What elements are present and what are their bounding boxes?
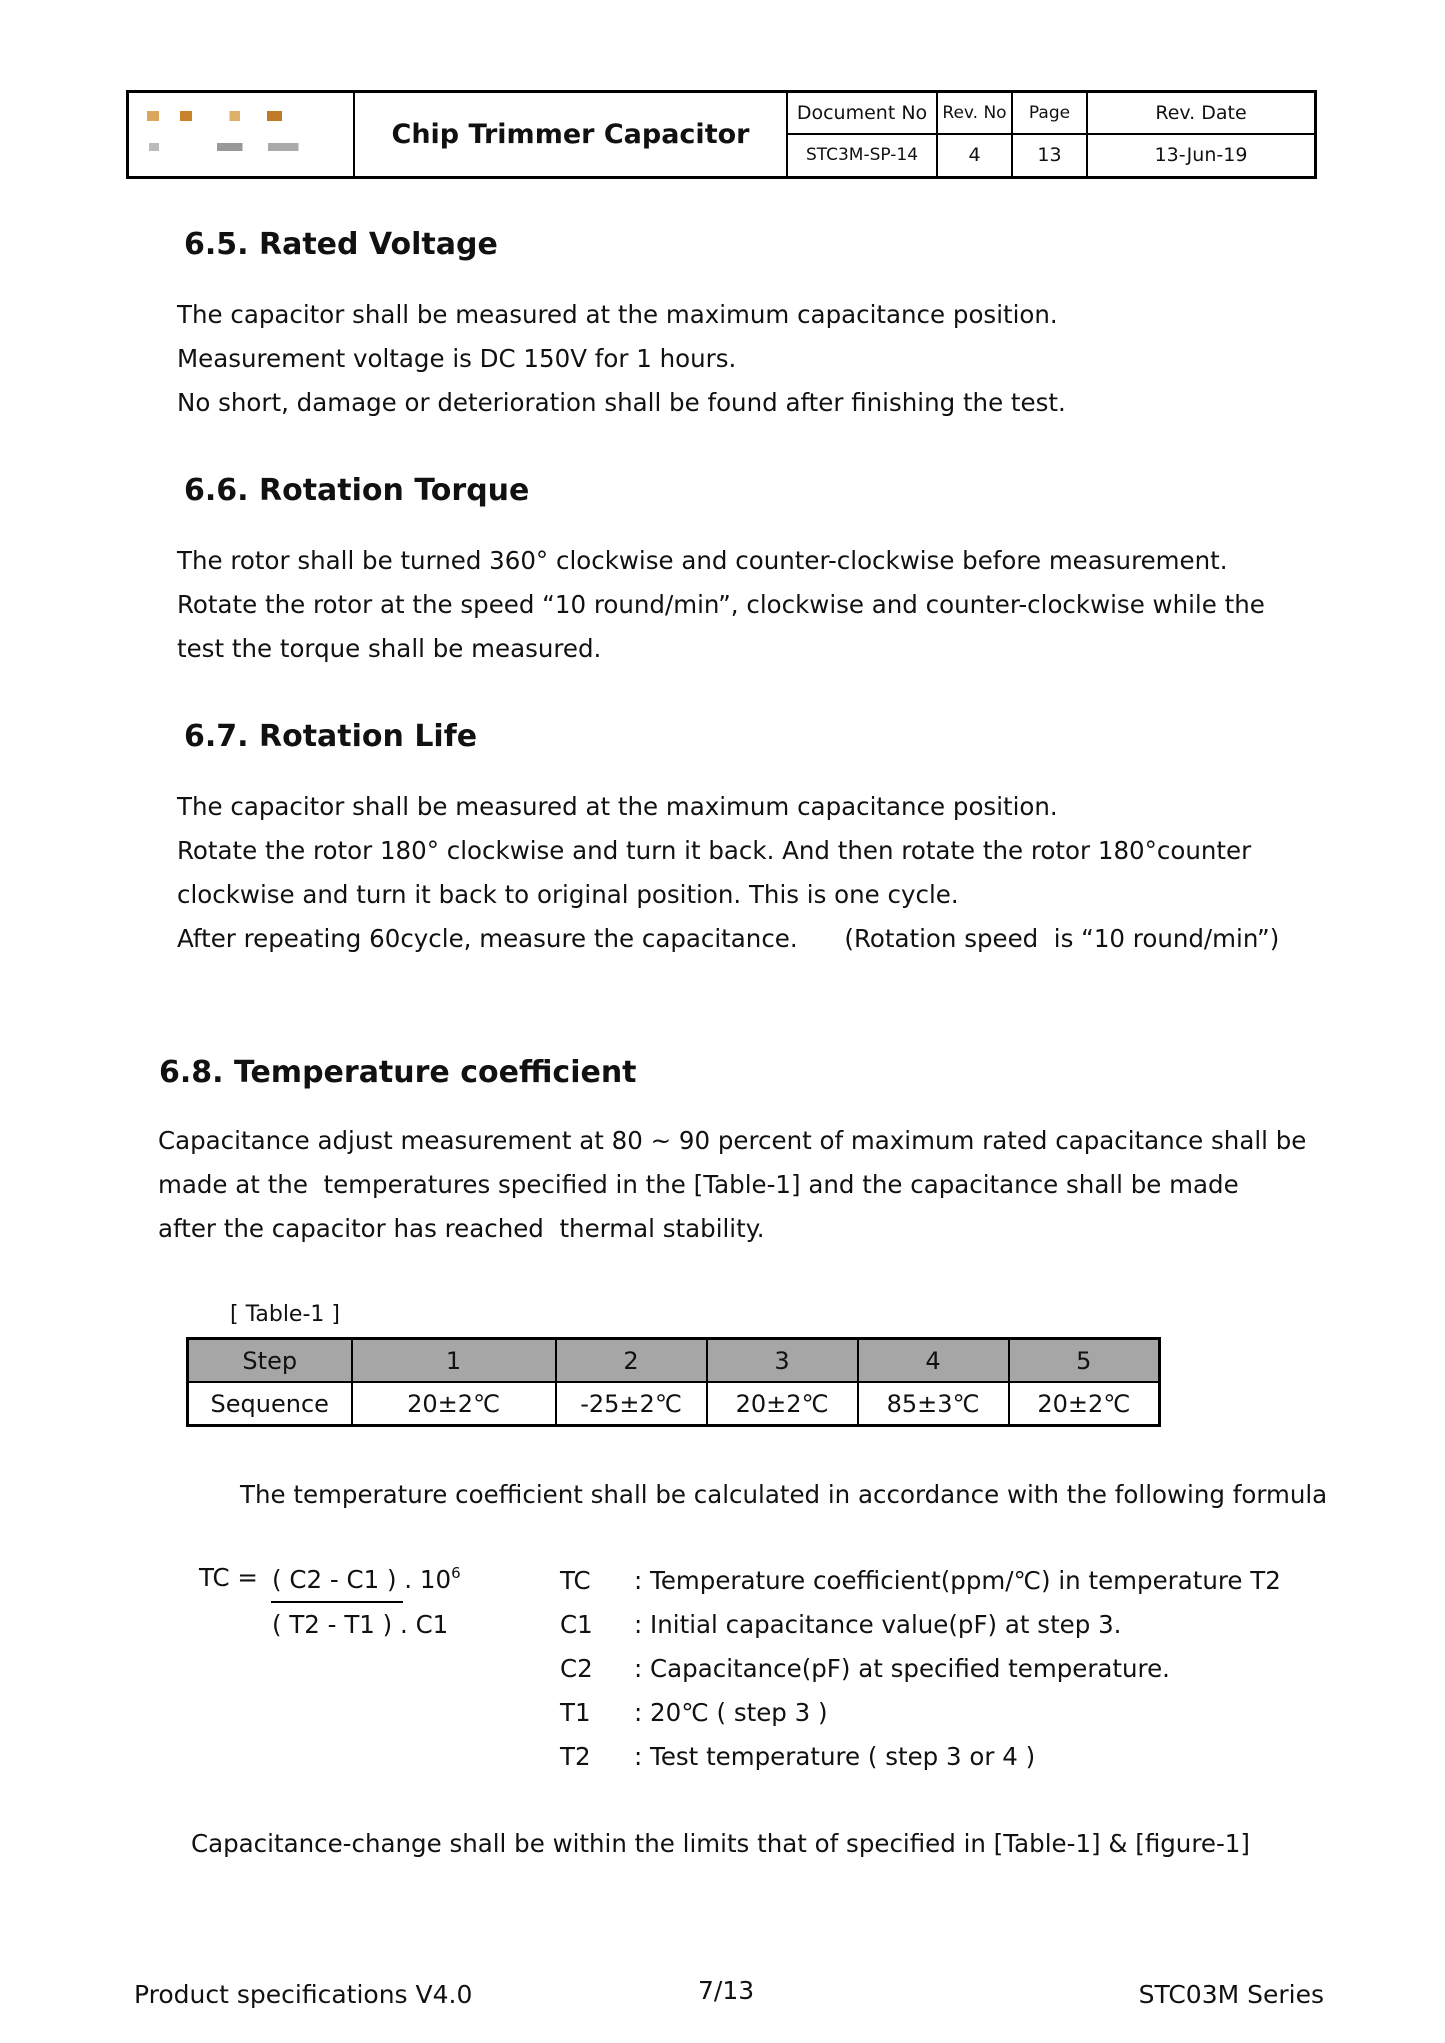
section-6-7-line-4: After repeating 60cycle, measure the capacitance. (Rotation speed is “10 round/min”) [177,924,1280,953]
definition-text: : Initial capacitance value(pF) at step 3. [634,1610,1122,1639]
rev-date-value: 13-Jun-19 [1154,144,1248,167]
section-6-6-line-2: Rotate the rotor at the speed “10 round/min”, clockwise and counter-clockwise while the [177,590,1265,619]
section-6-7-line-2: Rotate the rotor 180° clockwise and turn it back. And then rotate the rotor 180°counter [177,836,1252,865]
definition-symbol: C2 [560,1654,593,1683]
formula-power-of-ten: . 10 [404,1565,452,1594]
formula-denominator: ( T2 - T1 ) . C1 [272,1610,449,1639]
document-header [126,90,1317,179]
section-6-6-heading: 6.6. Rotation Torque [184,473,530,508]
footer-right: STC03M Series [1138,1980,1324,2009]
table-cell: 5 [1009,1339,1160,1383]
page-value: 13 [1013,135,1088,177]
table-row [188,1382,1160,1426]
company-logo [129,93,355,176]
table-cell: 20±2℃ [707,1382,858,1426]
section-6-7-line-1: The capacitor shall be measured at the maximum capacitance position. [177,792,1058,821]
document-info-grid [788,93,1314,176]
formula-numerator [272,1565,461,1594]
formula-exponent: 6 [451,1564,461,1582]
doc-no-value: STC3M-SP-14 [788,135,938,177]
formula-intro: The temperature coefficient shall be calculated in accordance with the following formula [240,1480,1328,1509]
document-title: Chip Trimmer Capacitor [355,93,788,176]
fraction-line [271,1601,403,1603]
table-cell: 85±3℃ [858,1382,1009,1426]
section-6-8-line-3: after the capacitor has reached thermal stability. [158,1214,765,1243]
table-row-label: Sequence [188,1382,352,1426]
footer-page-number: 7/13 [698,1976,755,2005]
closing-statement: Capacitance-change shall be within the limits that of specified in [Table-1] & [figure-1] [191,1829,1250,1858]
formula-lhs: TC = [199,1563,258,1592]
section-6-7-heading: 6.7. Rotation Life [184,719,478,754]
section-6-6-line-3: test the torque shall be measured. [177,634,602,663]
doc-no-label: Document No [788,93,938,135]
table-cell: 20±2℃ [352,1382,556,1426]
rev-no-label: Rev. No [938,93,1013,135]
definition-text: : 20℃ ( step 3 ) [634,1698,828,1727]
section-6-5-line-2: Measurement voltage is DC 150V for 1 hours. [177,344,737,373]
definition-symbol: T2 [560,1742,591,1771]
table-row-label: Step [188,1339,352,1383]
section-6-5-heading: 6.5. Rated Voltage [184,227,498,262]
rev-no-value: 4 [938,135,1013,177]
rev-date-label: Rev. Date [1088,93,1314,135]
section-6-8-heading: 6.8. Temperature coefficient [159,1055,637,1090]
section-6-8-line-1: Capacitance adjust measurement at 80 ~ 90 percent of maximum rated capacitance shall be [158,1126,1307,1155]
section-6-5-line-1: The capacitor shall be measured at the maximum capacitance position. [177,300,1058,329]
definition-symbol: C1 [560,1610,593,1639]
section-6-7-line-3: clockwise and turn it back to original position. This is one cycle. [177,880,959,909]
definition-text: : Test temperature ( step 3 or 4 ) [634,1742,1036,1771]
footer-left: Product specifications V4.0 [134,1980,473,2009]
temperature-sequence-table [186,1337,1161,1427]
table-cell: 4 [858,1339,1009,1383]
table-cell: -25±2℃ [556,1382,707,1426]
table-row [188,1339,1160,1383]
definition-text: : Temperature coefficient(ppm/℃) in temperature T2 [634,1566,1281,1595]
table-cell: 20±2℃ [1009,1382,1160,1426]
table-cell: 2 [556,1339,707,1383]
section-6-6-line-1: The rotor shall be turned 360° clockwise and counter-clockwise before measurement. [177,546,1228,575]
definition-symbol: TC [560,1566,591,1595]
definition-text: : Capacitance(pF) at specified temperature. [634,1654,1170,1683]
definition-symbol: T1 [560,1698,591,1727]
section-6-5-line-3: No short, damage or deterioration shall be found after finishing the test. [177,388,1066,417]
section-6-8-line-2: made at the temperatures specified in the [Table-1] and the capacitance shall be made [158,1170,1239,1199]
table-cell: 1 [352,1339,556,1383]
table-cell: 3 [707,1339,858,1383]
page-label: Page [1013,93,1088,135]
table-caption: [ Table-1 ] [230,1302,340,1327]
formula-numerator-text: ( C2 - C1 ) [272,1565,397,1594]
